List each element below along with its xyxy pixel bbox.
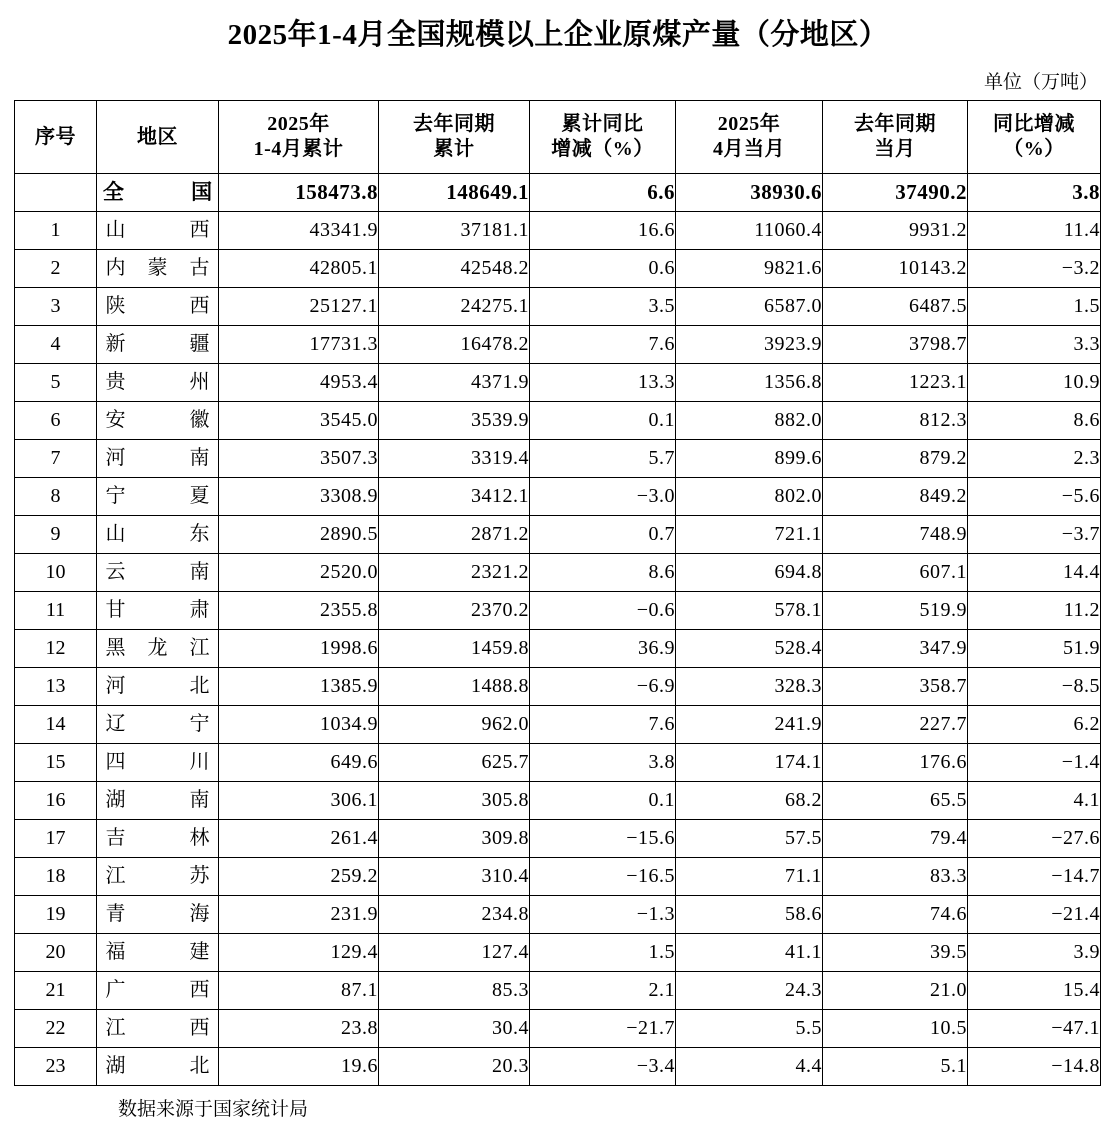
cell-index: 13 [15, 668, 97, 706]
cell-cum-last: 3412.1 [379, 478, 530, 516]
cell-cum-last: 625.7 [379, 744, 530, 782]
cell-apr-last: 176.6 [823, 744, 968, 782]
cell-cum-last: 127.4 [379, 934, 530, 972]
cell-cum-yoy: 16.6 [530, 212, 676, 250]
cell-apr-2025: 694.8 [676, 554, 823, 592]
cell-apr-yoy: −27.6 [968, 820, 1101, 858]
cell-apr-last: 812.3 [823, 402, 968, 440]
cell-cum-yoy: −6.9 [530, 668, 676, 706]
cell-apr-last: 39.5 [823, 934, 968, 972]
cell-apr-2025: 9821.6 [676, 250, 823, 288]
cell-apr-2025: 11060.4 [676, 212, 823, 250]
cell-region: 甘肃 [97, 592, 219, 630]
cell-apr-yoy: 4.1 [968, 782, 1101, 820]
page-title: 2025年1-4月全国规模以上企业原煤产量（分地区） [227, 19, 889, 51]
cell-apr-yoy: 3.3 [968, 326, 1101, 364]
cell-cum-yoy: −16.5 [530, 858, 676, 896]
column-header-cum-2025: 2025年 1-4月累计 [219, 101, 379, 174]
unit-note: 单位（万吨） [983, 72, 1098, 93]
cell-index: 14 [15, 706, 97, 744]
cell-apr-last: 347.9 [823, 630, 968, 668]
cell-apr-yoy: 3.9 [968, 934, 1101, 972]
cell-apr-yoy: −8.5 [968, 668, 1101, 706]
cell-cum-last: 4371.9 [379, 364, 530, 402]
cell-cum-yoy: 0.7 [530, 516, 676, 554]
table-row [15, 288, 1101, 326]
cell-cum-2025: 259.2 [219, 858, 379, 896]
cell-region: 安徽 [97, 402, 219, 440]
cell-region: 宁夏 [97, 478, 219, 516]
cell-cum-2025: 2520.0 [219, 554, 379, 592]
cell-apr-last: 79.4 [823, 820, 968, 858]
cell-apr-last: 519.9 [823, 592, 968, 630]
cell-region: 全国 [97, 174, 219, 212]
cell-apr-yoy: −14.7 [968, 858, 1101, 896]
table-row [15, 744, 1101, 782]
cell-apr-last: 3798.7 [823, 326, 968, 364]
cell-apr-2025: 882.0 [676, 402, 823, 440]
cell-apr-2025: 241.9 [676, 706, 823, 744]
cell-cum-2025: 25127.1 [219, 288, 379, 326]
column-header-region: 地区 [97, 101, 219, 174]
cell-cum-last: 16478.2 [379, 326, 530, 364]
table-row [15, 554, 1101, 592]
cell-apr-last: 358.7 [823, 668, 968, 706]
cell-index: 1 [15, 212, 97, 250]
cell-apr-yoy: −3.7 [968, 516, 1101, 554]
cell-region: 内蒙古 [97, 250, 219, 288]
cell-region: 辽宁 [97, 706, 219, 744]
cell-cum-2025: 42805.1 [219, 250, 379, 288]
cell-cum-last: 30.4 [379, 1010, 530, 1048]
cell-apr-last: 849.2 [823, 478, 968, 516]
cell-apr-2025: 721.1 [676, 516, 823, 554]
cell-cum-yoy: −15.6 [530, 820, 676, 858]
cell-index: 5 [15, 364, 97, 402]
cell-index: 20 [15, 934, 97, 972]
table-row-total [15, 174, 1101, 212]
cell-cum-2025: 2355.8 [219, 592, 379, 630]
cell-apr-yoy: 1.5 [968, 288, 1101, 326]
cell-region: 新疆 [97, 326, 219, 364]
cell-index: 12 [15, 630, 97, 668]
cell-index: 8 [15, 478, 97, 516]
cell-cum-2025: 1034.9 [219, 706, 379, 744]
source-note: 数据来源于国家统计局 [118, 1099, 309, 1120]
table-row [15, 782, 1101, 820]
cell-cum-2025: 3308.9 [219, 478, 379, 516]
cell-cum-2025: 1998.6 [219, 630, 379, 668]
cell-apr-last: 37490.2 [823, 174, 968, 212]
table-row [15, 668, 1101, 706]
cell-region: 山西 [97, 212, 219, 250]
cell-apr-last: 83.3 [823, 858, 968, 896]
cell-region: 四川 [97, 744, 219, 782]
cell-region: 湖北 [97, 1048, 219, 1086]
cell-cum-yoy: 7.6 [530, 326, 676, 364]
cell-apr-last: 227.7 [823, 706, 968, 744]
cell-region: 青海 [97, 896, 219, 934]
cell-apr-2025: 174.1 [676, 744, 823, 782]
cell-apr-2025: 899.6 [676, 440, 823, 478]
cell-index: 18 [15, 858, 97, 896]
cell-apr-2025: 68.2 [676, 782, 823, 820]
cell-cum-yoy: 3.5 [530, 288, 676, 326]
cell-cum-yoy: 2.1 [530, 972, 676, 1010]
cell-apr-yoy: −21.4 [968, 896, 1101, 934]
cell-apr-yoy: 8.6 [968, 402, 1101, 440]
cell-region: 吉林 [97, 820, 219, 858]
cell-apr-2025: 58.6 [676, 896, 823, 934]
cell-apr-last: 65.5 [823, 782, 968, 820]
table-row [15, 516, 1101, 554]
cell-index: 3 [15, 288, 97, 326]
cell-index: 10 [15, 554, 97, 592]
cell-region: 江苏 [97, 858, 219, 896]
cell-apr-2025: 4.4 [676, 1048, 823, 1086]
column-header-apr-2025: 2025年 4月当月 [676, 101, 823, 174]
cell-apr-last: 74.6 [823, 896, 968, 934]
cell-cum-last: 42548.2 [379, 250, 530, 288]
header-row [15, 101, 1101, 174]
cell-apr-yoy: −3.2 [968, 250, 1101, 288]
cell-cum-yoy: 13.3 [530, 364, 676, 402]
cell-region: 黑龙江 [97, 630, 219, 668]
cell-apr-2025: 328.3 [676, 668, 823, 706]
cell-cum-last: 2871.2 [379, 516, 530, 554]
cell-apr-2025: 24.3 [676, 972, 823, 1010]
cell-cum-yoy: 5.7 [530, 440, 676, 478]
cell-region: 江西 [97, 1010, 219, 1048]
cell-apr-2025: 6587.0 [676, 288, 823, 326]
cell-apr-yoy: −47.1 [968, 1010, 1101, 1048]
cell-cum-2025: 306.1 [219, 782, 379, 820]
cell-cum-last: 2370.2 [379, 592, 530, 630]
cell-index: 15 [15, 744, 97, 782]
cell-region: 广西 [97, 972, 219, 1010]
cell-region: 山东 [97, 516, 219, 554]
cell-cum-yoy: 0.1 [530, 402, 676, 440]
table-row [15, 212, 1101, 250]
cell-apr-2025: 57.5 [676, 820, 823, 858]
cell-apr-yoy: 15.4 [968, 972, 1101, 1010]
cell-apr-2025: 71.1 [676, 858, 823, 896]
cell-index: 23 [15, 1048, 97, 1086]
cell-cum-yoy: −1.3 [530, 896, 676, 934]
cell-cum-yoy: 36.9 [530, 630, 676, 668]
cell-cum-2025: 1385.9 [219, 668, 379, 706]
cell-apr-yoy: −5.6 [968, 478, 1101, 516]
cell-cum-yoy: 8.6 [530, 554, 676, 592]
cell-cum-last: 24275.1 [379, 288, 530, 326]
cell-cum-last: 3539.9 [379, 402, 530, 440]
cell-apr-2025: 38930.6 [676, 174, 823, 212]
cell-apr-yoy: 6.2 [968, 706, 1101, 744]
cell-apr-yoy: 11.2 [968, 592, 1101, 630]
cell-apr-last: 10143.2 [823, 250, 968, 288]
cell-region: 陕西 [97, 288, 219, 326]
cell-apr-last: 9931.2 [823, 212, 968, 250]
cell-cum-2025: 87.1 [219, 972, 379, 1010]
cell-cum-yoy: −0.6 [530, 592, 676, 630]
table-row [15, 1010, 1101, 1048]
cell-cum-yoy: 1.5 [530, 934, 676, 972]
cell-cum-2025: 17731.3 [219, 326, 379, 364]
cell-apr-yoy: 51.9 [968, 630, 1101, 668]
cell-index: 7 [15, 440, 97, 478]
cell-cum-2025: 129.4 [219, 934, 379, 972]
cell-cum-last: 1459.8 [379, 630, 530, 668]
cell-cum-last: 20.3 [379, 1048, 530, 1086]
cell-cum-last: 148649.1 [379, 174, 530, 212]
cell-apr-yoy: 3.8 [968, 174, 1101, 212]
cell-cum-2025: 261.4 [219, 820, 379, 858]
table-row [15, 1048, 1101, 1086]
cell-cum-yoy: −3.4 [530, 1048, 676, 1086]
cell-cum-2025: 231.9 [219, 896, 379, 934]
table-row [15, 402, 1101, 440]
cell-apr-last: 21.0 [823, 972, 968, 1010]
cell-apr-last: 10.5 [823, 1010, 968, 1048]
cell-apr-2025: 578.1 [676, 592, 823, 630]
table-row [15, 630, 1101, 668]
cell-cum-last: 1488.8 [379, 668, 530, 706]
cell-index: 6 [15, 402, 97, 440]
column-header-index: 序号 [15, 101, 97, 174]
cell-cum-last: 309.8 [379, 820, 530, 858]
cell-index: 11 [15, 592, 97, 630]
cell-apr-last: 879.2 [823, 440, 968, 478]
cell-index: 16 [15, 782, 97, 820]
cell-apr-2025: 528.4 [676, 630, 823, 668]
cell-apr-yoy: 14.4 [968, 554, 1101, 592]
cell-index: 9 [15, 516, 97, 554]
table-row [15, 364, 1101, 402]
table-row [15, 972, 1101, 1010]
table-row [15, 326, 1101, 364]
cell-index: 19 [15, 896, 97, 934]
cell-cum-last: 310.4 [379, 858, 530, 896]
cell-cum-2025: 2890.5 [219, 516, 379, 554]
cell-index: 21 [15, 972, 97, 1010]
cell-apr-yoy: −14.8 [968, 1048, 1101, 1086]
cell-cum-yoy: 0.6 [530, 250, 676, 288]
cell-region: 河南 [97, 440, 219, 478]
cell-apr-2025: 3923.9 [676, 326, 823, 364]
column-header-cum-yoy: 累计同比 增减（%） [530, 101, 676, 174]
column-header-apr-last-year: 去年同期 当月 [823, 101, 968, 174]
cell-index [15, 174, 97, 212]
cell-apr-yoy: 11.4 [968, 212, 1101, 250]
cell-apr-2025: 5.5 [676, 1010, 823, 1048]
cell-cum-last: 85.3 [379, 972, 530, 1010]
table-row [15, 896, 1101, 934]
cell-region: 湖南 [97, 782, 219, 820]
cell-cum-yoy: −21.7 [530, 1010, 676, 1048]
cell-cum-last: 962.0 [379, 706, 530, 744]
table-row [15, 858, 1101, 896]
cell-apr-yoy: 10.9 [968, 364, 1101, 402]
cell-cum-2025: 43341.9 [219, 212, 379, 250]
cell-cum-last: 37181.1 [379, 212, 530, 250]
table-row [15, 250, 1101, 288]
cell-cum-2025: 158473.8 [219, 174, 379, 212]
table-row [15, 934, 1101, 972]
cell-cum-2025: 649.6 [219, 744, 379, 782]
table-row [15, 592, 1101, 630]
cell-apr-last: 748.9 [823, 516, 968, 554]
column-header-cum-last-year: 去年同期 累计 [379, 101, 530, 174]
cell-cum-2025: 19.6 [219, 1048, 379, 1086]
cell-region: 福建 [97, 934, 219, 972]
cell-region: 贵州 [97, 364, 219, 402]
table-row [15, 706, 1101, 744]
table-header [15, 101, 1101, 174]
cell-cum-yoy: 3.8 [530, 744, 676, 782]
cell-apr-yoy: −1.4 [968, 744, 1101, 782]
coal-output-table [14, 100, 1101, 1086]
cell-cum-last: 3319.4 [379, 440, 530, 478]
table-row [15, 820, 1101, 858]
cell-apr-yoy: 2.3 [968, 440, 1101, 478]
cell-region: 河北 [97, 668, 219, 706]
cell-cum-yoy: 7.6 [530, 706, 676, 744]
table-row [15, 478, 1101, 516]
cell-apr-2025: 1356.8 [676, 364, 823, 402]
cell-region: 云南 [97, 554, 219, 592]
cell-cum-yoy: 6.6 [530, 174, 676, 212]
cell-apr-2025: 41.1 [676, 934, 823, 972]
cell-apr-last: 5.1 [823, 1048, 968, 1086]
cell-index: 17 [15, 820, 97, 858]
cell-apr-2025: 802.0 [676, 478, 823, 516]
table-body [15, 174, 1101, 1086]
cell-index: 22 [15, 1010, 97, 1048]
cell-cum-yoy: 0.1 [530, 782, 676, 820]
cell-index: 2 [15, 250, 97, 288]
cell-cum-2025: 23.8 [219, 1010, 379, 1048]
cell-cum-last: 234.8 [379, 896, 530, 934]
cell-apr-last: 1223.1 [823, 364, 968, 402]
cell-index: 4 [15, 326, 97, 364]
column-header-apr-yoy: 同比增减 （%） [968, 101, 1101, 174]
table-row [15, 440, 1101, 478]
cell-cum-2025: 3507.3 [219, 440, 379, 478]
cell-cum-last: 305.8 [379, 782, 530, 820]
cell-cum-2025: 4953.4 [219, 364, 379, 402]
cell-cum-last: 2321.2 [379, 554, 530, 592]
cell-apr-last: 6487.5 [823, 288, 968, 326]
cell-cum-yoy: −3.0 [530, 478, 676, 516]
cell-cum-2025: 3545.0 [219, 402, 379, 440]
cell-apr-last: 607.1 [823, 554, 968, 592]
